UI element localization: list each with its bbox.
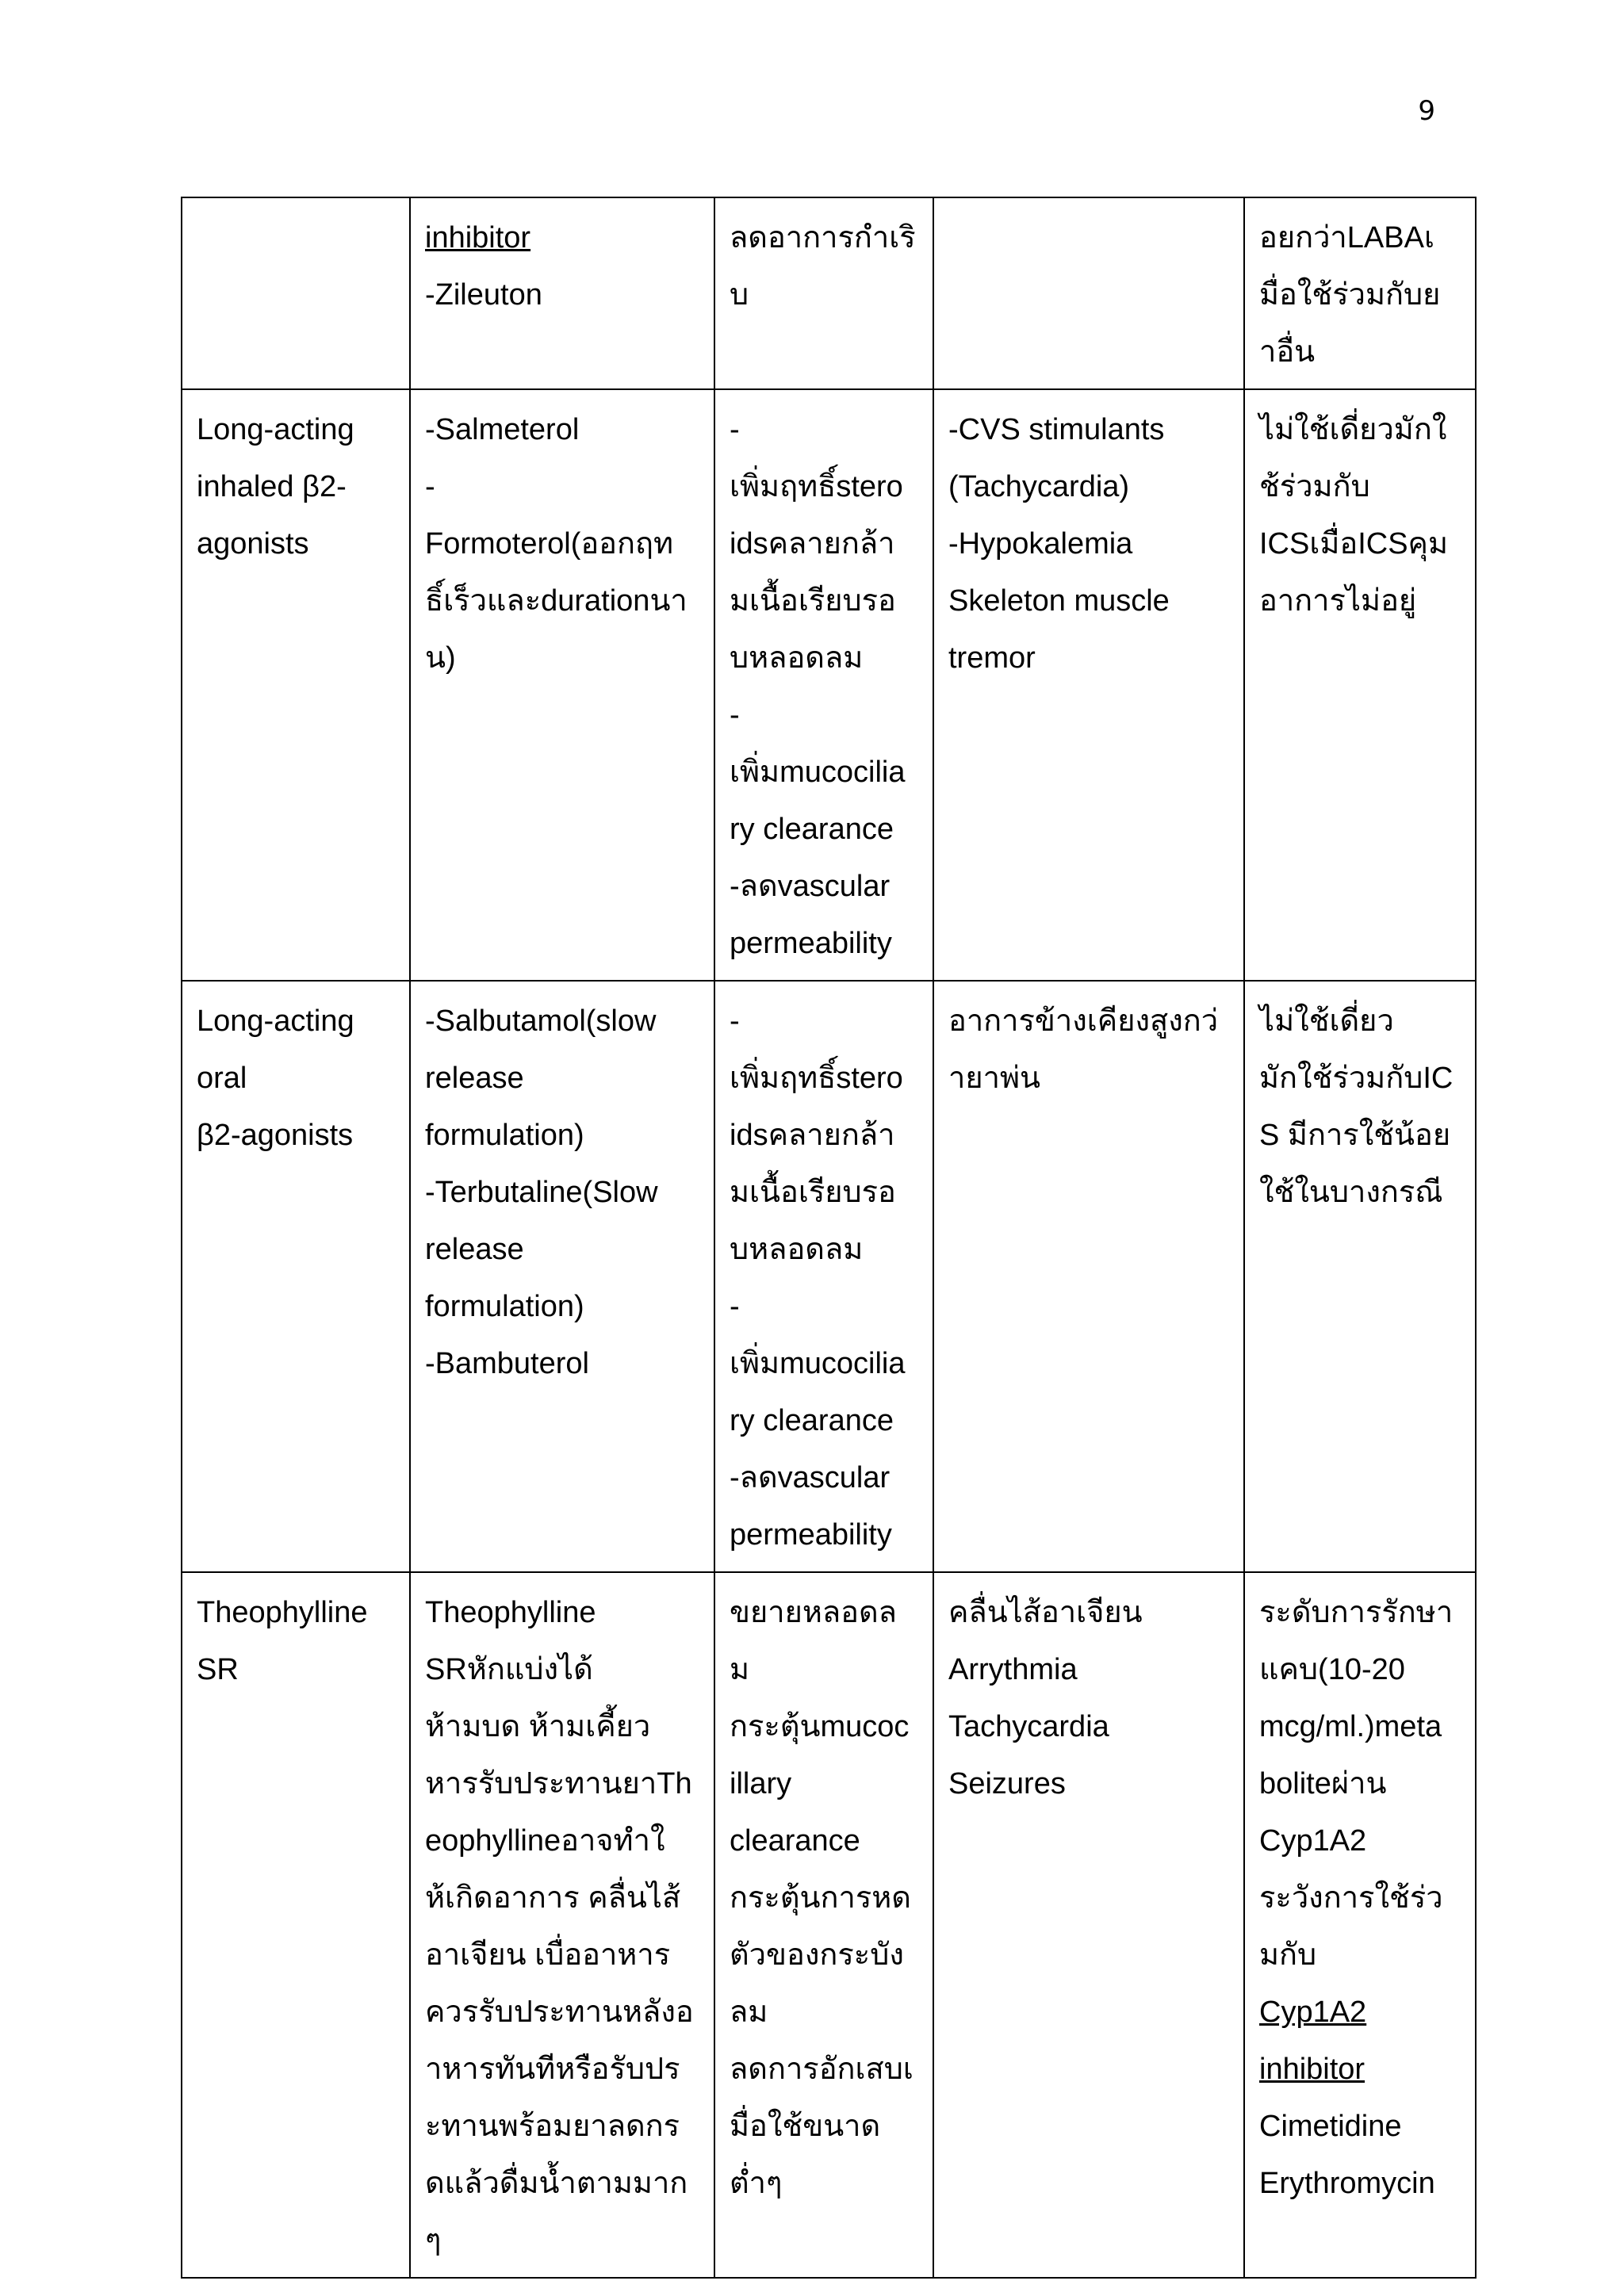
- cell-line: -Hypokalemia: [948, 527, 1133, 561]
- cell-line: น): [425, 641, 456, 675]
- drug-table: [181, 197, 1477, 2279]
- cell-line: β2-agonists: [197, 1119, 354, 1152]
- cell-line: มื่อใช้ขนาด: [730, 2110, 881, 2143]
- cell-line: เพิ่มฤทธิ์stero: [730, 1062, 903, 1095]
- drugs-cell: [410, 389, 714, 981]
- side-effects-cell: [933, 1572, 1244, 2278]
- cell-line: เพิ่มmucocilia: [730, 1347, 906, 1380]
- cell-line: ต่ำๆ: [730, 2167, 783, 2200]
- cell-line: agonists: [197, 527, 309, 561]
- table-row: [182, 197, 1476, 389]
- cell-line: ระดับการรักษา: [1259, 1596, 1454, 1629]
- cell-line: แคบ(10-20: [1259, 1653, 1405, 1686]
- cell-line: มื่อใช้ร่วมกับย: [1259, 278, 1441, 312]
- table-body: [182, 197, 1476, 2278]
- cell-line: หารรับประทานยาTh: [425, 1767, 692, 1800]
- cell-line: ห้เกิดอาการ คลื่นไส้: [425, 1881, 681, 1915]
- cell-line: inhaled β2-: [197, 470, 347, 503]
- side-effects-cell: [933, 981, 1244, 1572]
- cell-line: อาการไม่อยู่: [1259, 584, 1417, 618]
- drugs-cell: [410, 197, 714, 389]
- notes-cell: [1244, 1572, 1476, 2278]
- drug-class-cell: [182, 1572, 410, 2278]
- cell-line: ใช้ในบางกรณี: [1259, 1176, 1443, 1209]
- cell-line: ขยายหลอดล: [730, 1596, 897, 1629]
- cell-line: มักใช้ร่วมกับIC: [1259, 1062, 1454, 1095]
- cell-line: -: [730, 413, 740, 446]
- cell-line: Theophylline: [425, 1596, 596, 1629]
- cell-line: -Terbutaline(Slow: [425, 1176, 658, 1209]
- cell-line: SRหักแบ่งได้: [425, 1653, 593, 1686]
- cell-line: ดแล้วดื่มน้ำตามมาก: [425, 2167, 688, 2200]
- cell-line: idsคลายกล้า: [730, 527, 895, 561]
- cell-line: เพิ่มmucocilia: [730, 756, 906, 789]
- cell-line: mcg/ml.)meta: [1259, 1710, 1442, 1743]
- notes-cell: [1244, 981, 1476, 1572]
- cell-line: idsคลายกล้า: [730, 1119, 895, 1152]
- cell-line: Formoterol(ออกฤท: [425, 527, 674, 561]
- cell-line: Theophylline: [197, 1596, 368, 1629]
- mechanism-cell: [714, 197, 933, 389]
- cell-line: กระตุ้นmucoc: [730, 1710, 910, 1743]
- drug-class-cell: [182, 197, 410, 389]
- table-row: [182, 981, 1476, 1572]
- cell-line: มเนื้อเรียบรอ: [730, 1176, 896, 1209]
- cell-line: มกับ: [1259, 1938, 1317, 1972]
- cell-line: ธิ์เร็วและdurationนา: [425, 584, 688, 618]
- cell-line: eophyllineอาจทำใ: [425, 1824, 665, 1858]
- cell-line: ายาพ่น: [948, 1062, 1040, 1095]
- cell-line: ไม่ใช้เดี่ยว: [1259, 1004, 1394, 1038]
- cell-line: าหารทันทีหรือรับปร: [425, 2053, 680, 2086]
- mechanism-cell: [714, 389, 933, 981]
- cell-line: บ: [730, 278, 749, 312]
- cell-line: Seizures: [948, 1767, 1066, 1800]
- cell-line: -ลดvascular: [730, 1461, 891, 1494]
- cell-line: SR: [197, 1653, 239, 1686]
- cell-line: -Salmeterol: [425, 413, 580, 446]
- cell-line: ตัวของกระบัง: [730, 1938, 904, 1972]
- cell-line: ry clearance: [730, 813, 894, 846]
- cell-line: inhibitor: [425, 221, 531, 254]
- mechanism-cell: [714, 981, 933, 1572]
- drugs-cell: [410, 1572, 714, 2278]
- cell-line: ม: [730, 1653, 750, 1686]
- cell-line: ลดการอักเสบเ: [730, 2053, 914, 2086]
- cell-line: tremor: [948, 641, 1036, 675]
- cell-line: -CVS stimulants: [948, 413, 1165, 446]
- cell-line: อาการข้างเคียงสูงกว่: [948, 1004, 1219, 1038]
- page-number: 9: [1418, 95, 1435, 127]
- cell-line: formulation): [425, 1290, 584, 1323]
- mechanism-cell: [714, 1572, 933, 2278]
- drugs-cell: [410, 981, 714, 1572]
- cell-line: permeability: [730, 1518, 892, 1552]
- drug-class-cell: [182, 981, 410, 1572]
- cell-line: ช้ร่วมกับ: [1259, 470, 1370, 503]
- cell-line: ๆ: [425, 2224, 442, 2257]
- drug-class-cell: [182, 389, 410, 981]
- cell-line: -Bambuterol: [425, 1347, 589, 1380]
- cell-line: -: [730, 698, 740, 732]
- side-effects-cell: [933, 197, 1244, 389]
- cell-line: formulation): [425, 1119, 584, 1152]
- cell-line: ry clearance: [730, 1404, 894, 1437]
- cell-line: บหลอดลม: [730, 1233, 864, 1266]
- cell-line: Skeleton muscle: [948, 584, 1170, 618]
- cell-line: ควรรับประทานหลังอ: [425, 1996, 694, 2029]
- cell-line: อยกว่าLABAเ: [1259, 221, 1434, 254]
- cell-line: Arrythmia: [948, 1653, 1078, 1686]
- cell-line: Erythromycin: [1259, 2167, 1435, 2200]
- cell-line: inhibitor: [1259, 2053, 1365, 2086]
- cell-line: เพิ่มฤทธิ์stero: [730, 470, 903, 503]
- cell-line: ลม: [730, 1996, 768, 2029]
- table-row: [182, 1572, 1476, 2278]
- cell-line: -: [425, 470, 435, 503]
- notes-cell: [1244, 389, 1476, 981]
- cell-line: Cyp1A2: [1259, 1996, 1367, 2029]
- cell-line: clearance: [730, 1824, 860, 1858]
- cell-line: ลดอาการกำเริ: [730, 221, 916, 254]
- cell-line: release: [425, 1233, 524, 1266]
- notes-cell: [1244, 197, 1476, 389]
- cell-line: ะทานพร้อมยาลดกร: [425, 2110, 680, 2143]
- cell-line: -: [730, 1290, 740, 1323]
- cell-line: คลื่นไส้อาเจียน: [948, 1596, 1143, 1629]
- cell-line: อาเจียน เบื่ออาหาร: [425, 1938, 671, 1972]
- cell-line: -ลดvascular: [730, 870, 891, 903]
- side-effects-cell: [933, 389, 1244, 981]
- cell-line: Long-acting: [197, 413, 354, 446]
- cell-line: release: [425, 1062, 524, 1095]
- cell-line: Cimetidine: [1259, 2110, 1402, 2143]
- cell-line: ไม่ใช้เดี่ยวมักใ: [1259, 413, 1447, 446]
- cell-line: -Zileuton: [425, 278, 542, 312]
- cell-line: ICSเมื่อICSคุม: [1259, 527, 1449, 561]
- cell-line: มเนื้อเรียบรอ: [730, 584, 896, 618]
- cell-line: -Salbutamol(slow: [425, 1004, 657, 1038]
- cell-line: ระวังการใช้ร่ว: [1259, 1881, 1443, 1915]
- cell-line: illary: [730, 1767, 792, 1800]
- cell-line: าอื่น: [1259, 335, 1316, 369]
- cell-line: บหลอดลม: [730, 641, 864, 675]
- cell-line: Tachycardia: [948, 1710, 1109, 1743]
- cell-line: Cyp1A2: [1259, 1824, 1367, 1858]
- cell-line: permeability: [730, 927, 892, 960]
- cell-line: oral: [197, 1062, 247, 1095]
- cell-line: -: [730, 1004, 740, 1038]
- cell-line: (Tachycardia): [948, 470, 1130, 503]
- cell-line: Long-acting: [197, 1004, 354, 1038]
- table-row: [182, 389, 1476, 981]
- cell-line: กระตุ้นการหด: [730, 1881, 911, 1915]
- cell-line: S มีการใช้น้อย: [1259, 1119, 1451, 1152]
- cell-line: boliteผ่าน: [1259, 1767, 1387, 1800]
- cell-line: ห้ามบด ห้ามเคี้ยว: [425, 1710, 651, 1743]
